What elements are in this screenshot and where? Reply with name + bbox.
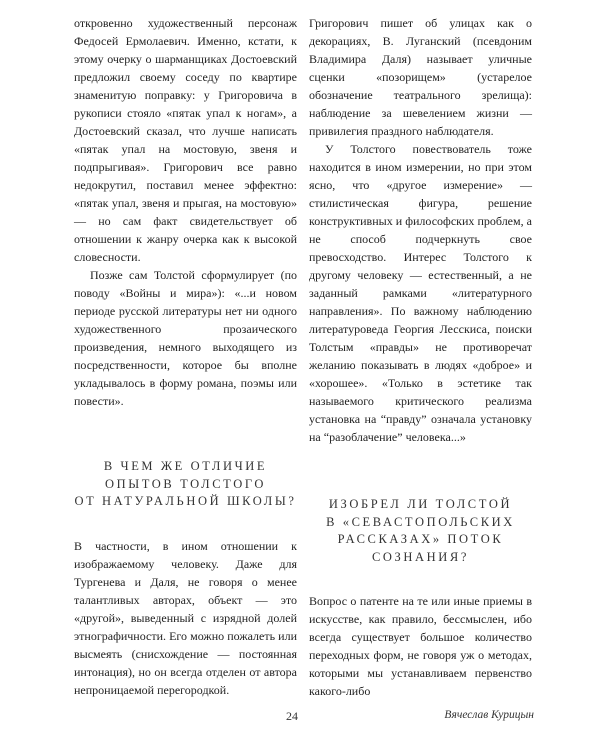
- right-heading-line-1: ИЗОБРЕЛ ЛИ ТОЛСТОЙ: [328, 497, 513, 511]
- left-paragraph-2: Позже сам Толстой сформулирует (по поводу «Войны и мира»): «...и новом периоде русской литературы нет ни одного художественного прозаического произведения, немного выходящего из посредственности, которое бы вполне укладывалось в форму романа, поэмы или повести».: [74, 268, 297, 408]
- author-name: Вячеслав Курицын: [444, 709, 534, 721]
- left-column: [74, 14, 297, 699]
- right-heading-line-3: РАССКАЗАХ» ПОТОК: [337, 532, 504, 546]
- left-paragraph-1: откровенно художественный персонаж Федосей Ермолаевич. Именно, кстати, к этому очерку о шарманщиках Достоевский предложил своему соседу по квартире знаменитую поправку: у Григоровича в рукописи стояло «пятак упал к ногам», а Достоевский сказал, что лучше написать «пятак упал на мостовую, звеня и подпрыгивая». Григорович все равно недокрутил, поставил менее эффектно: «пятак упал, звеня и прыгая, на мостовую» — но сам факт свидетельствует об отношении к жанру очерка как к высокой словесности.: [74, 16, 297, 264]
- right-paragraph-3: Вопрос о патенте на те или иные приемы в искусстве, как правило, бессмыслен, ибо всегда существует большое количество переходных форм, не говоря уж о методах, которыми мы устанавливаем первенство какого-либо: [309, 594, 532, 698]
- left-section-heading: [74, 458, 297, 511]
- left-heading-line-1: В ЧЕМ ЖЕ ОТЛИЧИЕ: [103, 459, 268, 473]
- right-paragraph-1: Григорович пишет об улицах как о декорациях, В. Луганский (псевдоним Владимира Даля) называет уличные сценки «позорищем» (устарелое обозначение театрального зрелища): наблюдение за шевелением жизни — привилегия праздного наблюдателя.: [309, 16, 532, 138]
- page-number: 24: [286, 709, 298, 723]
- left-heading-line-3: ОТ НАТУРАЛЬНОЙ ШКОЛЫ?: [74, 494, 297, 508]
- left-paragraph-3: В частности, в ином отношении к изображаемому человеку. Даже для Тургенева и Даля, не говоря о менее талантливых авторах, объект — это «другой», выведенный с изрядной долей этнографичности. Его можно пожалеть или высмеять (снисхождение — постоянная интонация), но он всегда отделен от автора непроницаемой перегородкой.: [74, 538, 297, 697]
- right-column: [309, 14, 532, 700]
- right-section-heading: [309, 496, 532, 566]
- left-heading-line-2: ОПЫТОВ ТОЛСТОГО: [104, 476, 267, 491]
- right-heading-line-2: В «СЕВАСТОПОЛЬСКИХ: [326, 514, 515, 529]
- right-heading-line-4: СОЗНАНИЯ?: [371, 549, 470, 564]
- right-paragraph-2: У Толстого повествователь тоже находится в ином измерении, но при этом ясно, что «другое измерение» — стилистическая фигура, решение конструктивных и философских проблем, а не способ подчеркнуть свое превосходство. Интерес Толстого к другому человеку — естественный, а не заданный рамками «литературного направления». По важному наблюдению литературоведа Георгия Лесскиса, поиски Толстым «правды» не противоречат желанию показывать в людях «доброе» и «хорошее». «Только в эстетике так называемого критического реализма установка на “правду” означала установку на “разоблачение” человека...»: [309, 142, 532, 444]
